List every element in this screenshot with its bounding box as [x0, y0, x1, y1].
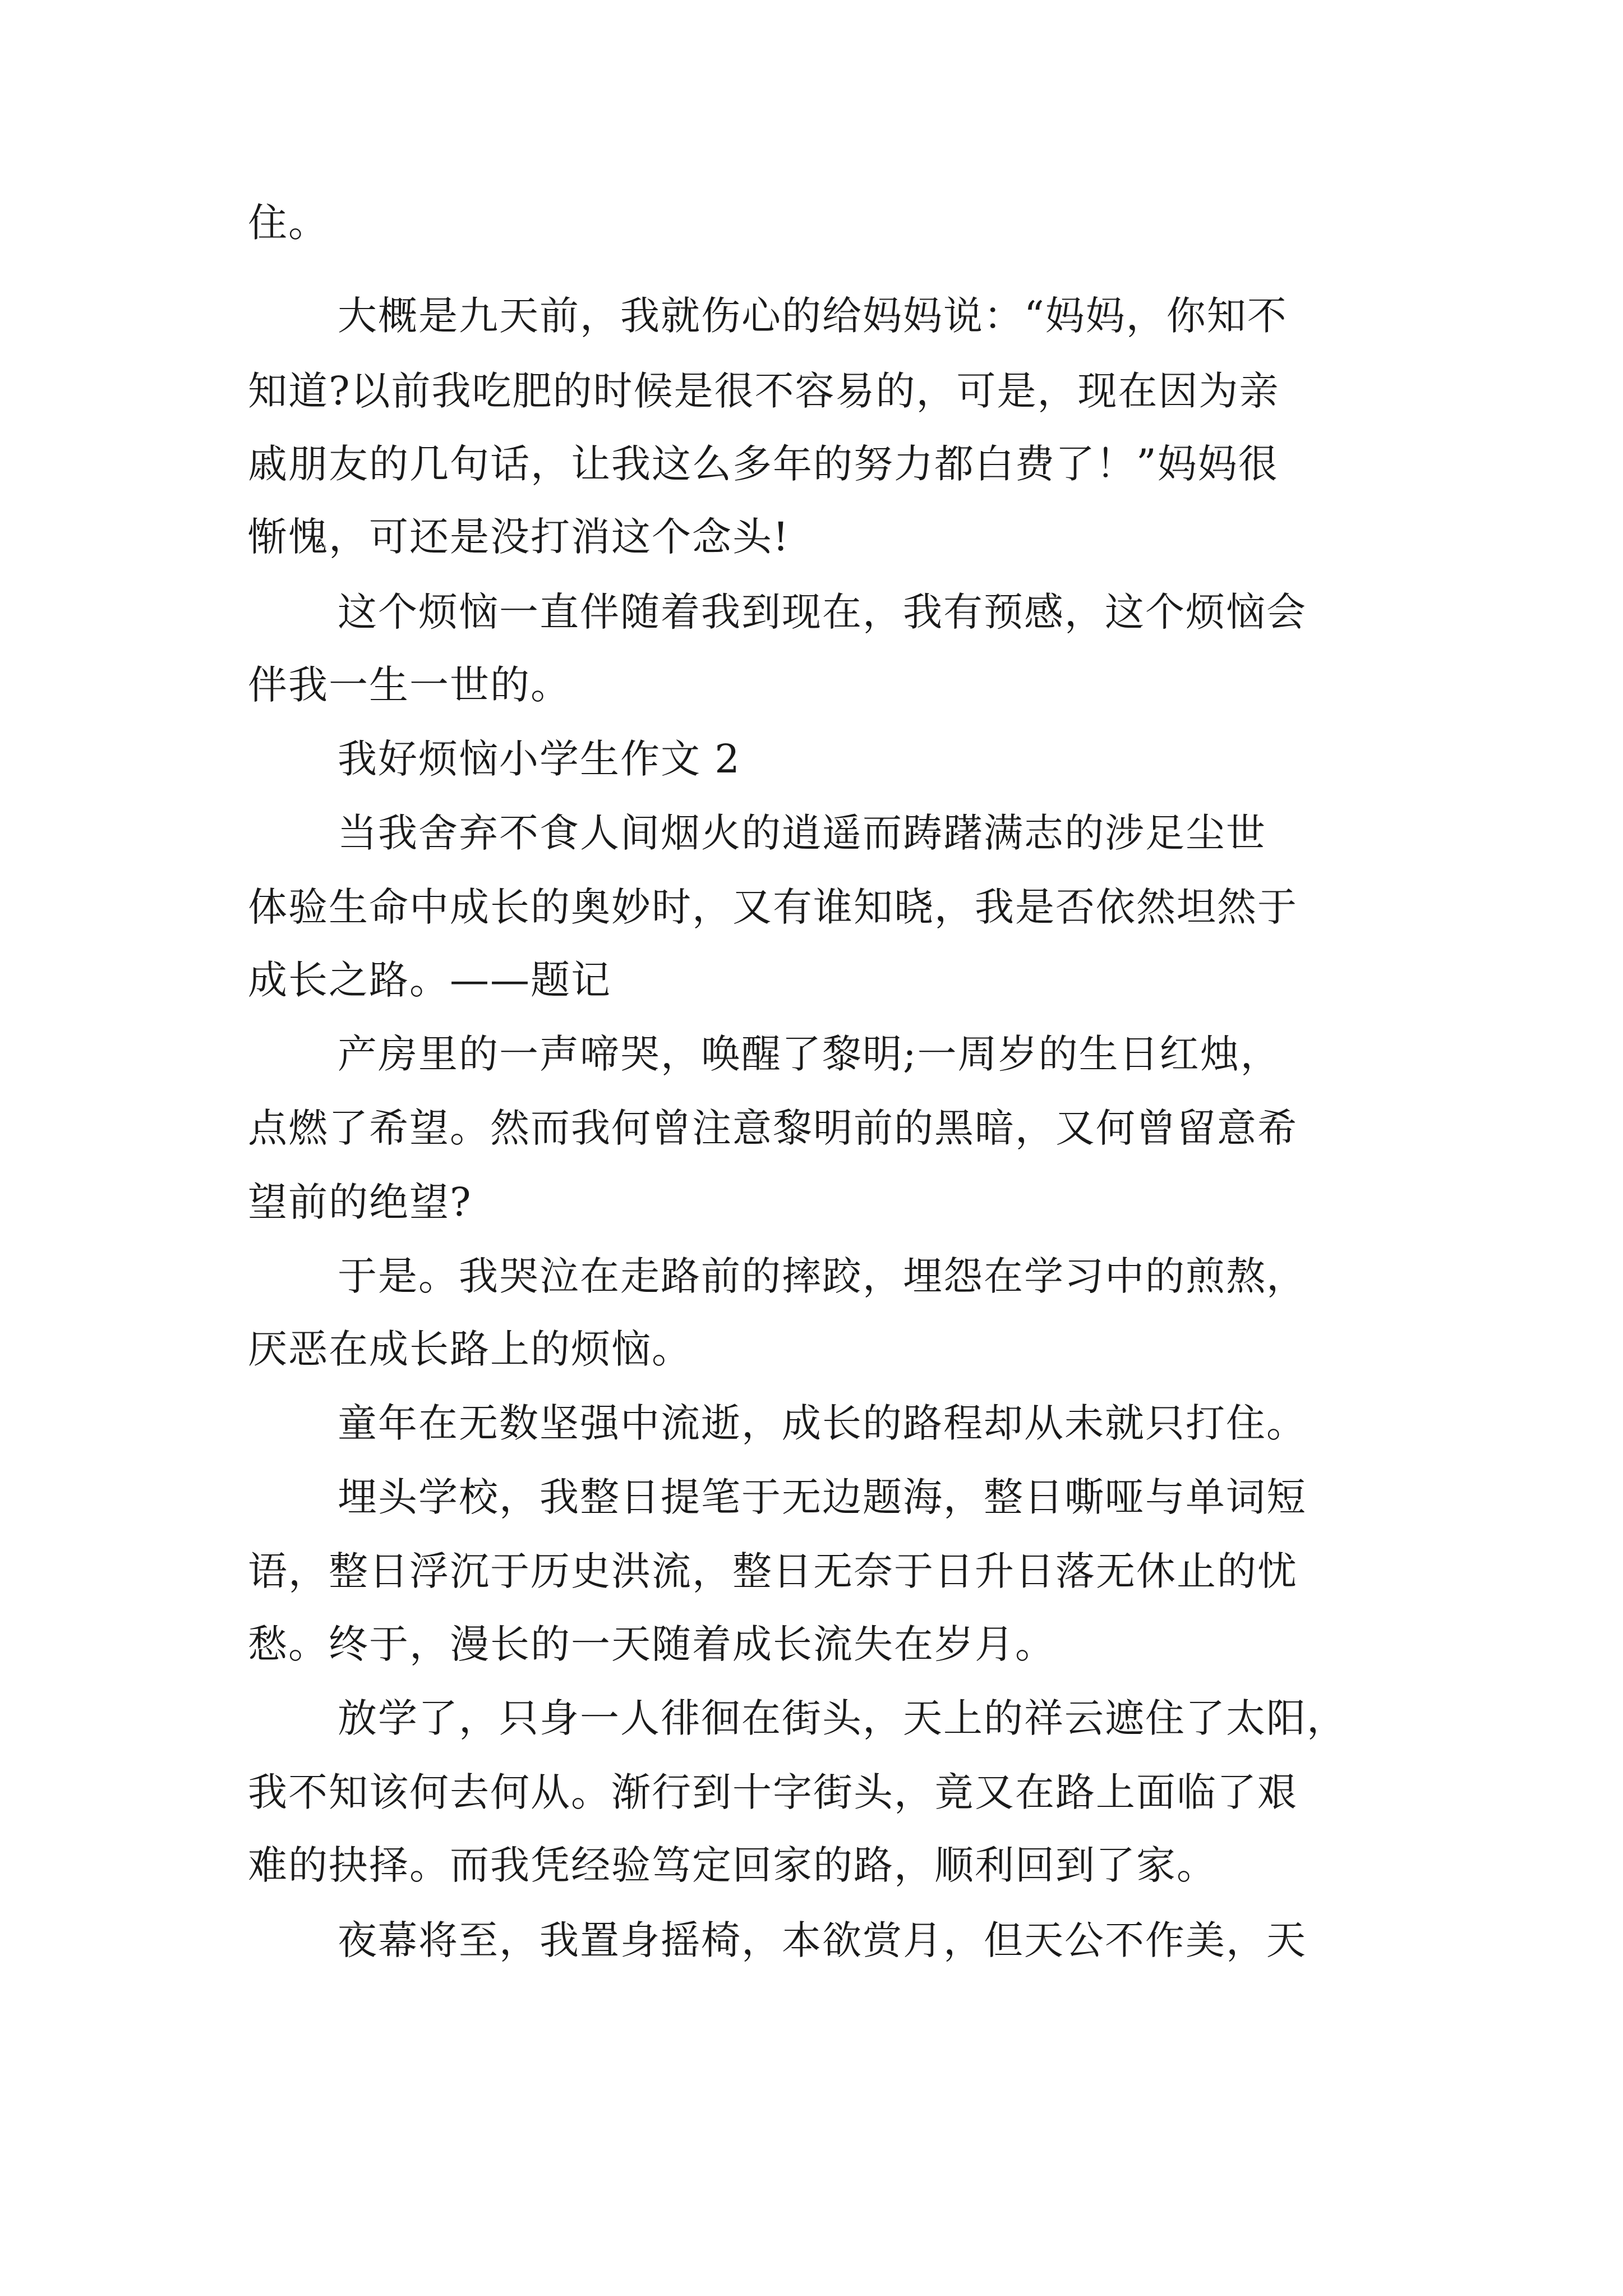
- text-line: 产房里的一声啼哭，唤醒了黎明;一周岁的生日红烛，: [338, 1031, 1281, 1077]
- text-line: 大概是九天前，我就伤心的给妈妈说：“妈妈，你知不: [338, 293, 1288, 339]
- text-line: 愁。终于，漫长的一天随着成长流失在岁月。: [248, 1621, 1055, 1667]
- text-line: 童年在无数坚强中流逝，成长的路程却从未就只打住。: [338, 1400, 1307, 1446]
- text-line: 我不知该何去何从。渐行到十字街头，竟又在路上面临了艰: [248, 1769, 1298, 1815]
- text-line: 住。: [248, 200, 329, 246]
- text-line: 于是。我哭泣在走路前的摔跤，埋怨在学习中的煎熬，: [338, 1253, 1307, 1299]
- text-line: 点燃了希望。然而我何曾注意黎明前的黑暗，又何曾留意希: [248, 1105, 1298, 1151]
- section-heading: 我好烦恼小学生作文 2: [338, 736, 741, 782]
- text-line: 埋头学校，我整日提笔于无边题海，整日嘶哑与单词短: [338, 1474, 1307, 1520]
- text-line: 夜幕将至，我置身摇椅，本欲赏月，但天公不作美，天: [338, 1917, 1307, 1963]
- text-line: 惭愧，可还是没打消这个念头!: [248, 514, 790, 560]
- text-line: 难的抉择。而我凭经验笃定回家的路，顺利回到了家。: [248, 1842, 1217, 1888]
- text-line: 知道?以前我吃肥的时候是很不容易的，可是，现在因为亲: [248, 368, 1280, 414]
- text-line: 语，整日浮沉于历史洪流，整日无奈于日升日落无休止的忧: [248, 1548, 1298, 1594]
- text-line: 成长之路。——题记: [248, 957, 611, 1003]
- text-line: 望前的绝望?: [248, 1179, 472, 1225]
- text-line: 戚朋友的几句话，让我这么多年的努力都白费了！”妈妈很: [248, 441, 1279, 487]
- text-line: 厌恶在成长路上的烦恼。: [248, 1326, 692, 1372]
- text-line: 体验生命中成长的奥妙时，又有谁知晓，我是否依然坦然于: [248, 884, 1298, 930]
- text-line: 当我舍弃不食人间烟火的逍遥而踌躇满志的涉足尘世: [338, 810, 1266, 856]
- text-line: 这个烦恼一直伴随着我到现在，我有预感，这个烦恼会: [338, 589, 1307, 635]
- text-line: 伴我一生一世的。: [248, 662, 571, 708]
- text-line: 放学了，只身一人徘徊在街头，天上的祥云遮住了太阳，: [338, 1695, 1347, 1741]
